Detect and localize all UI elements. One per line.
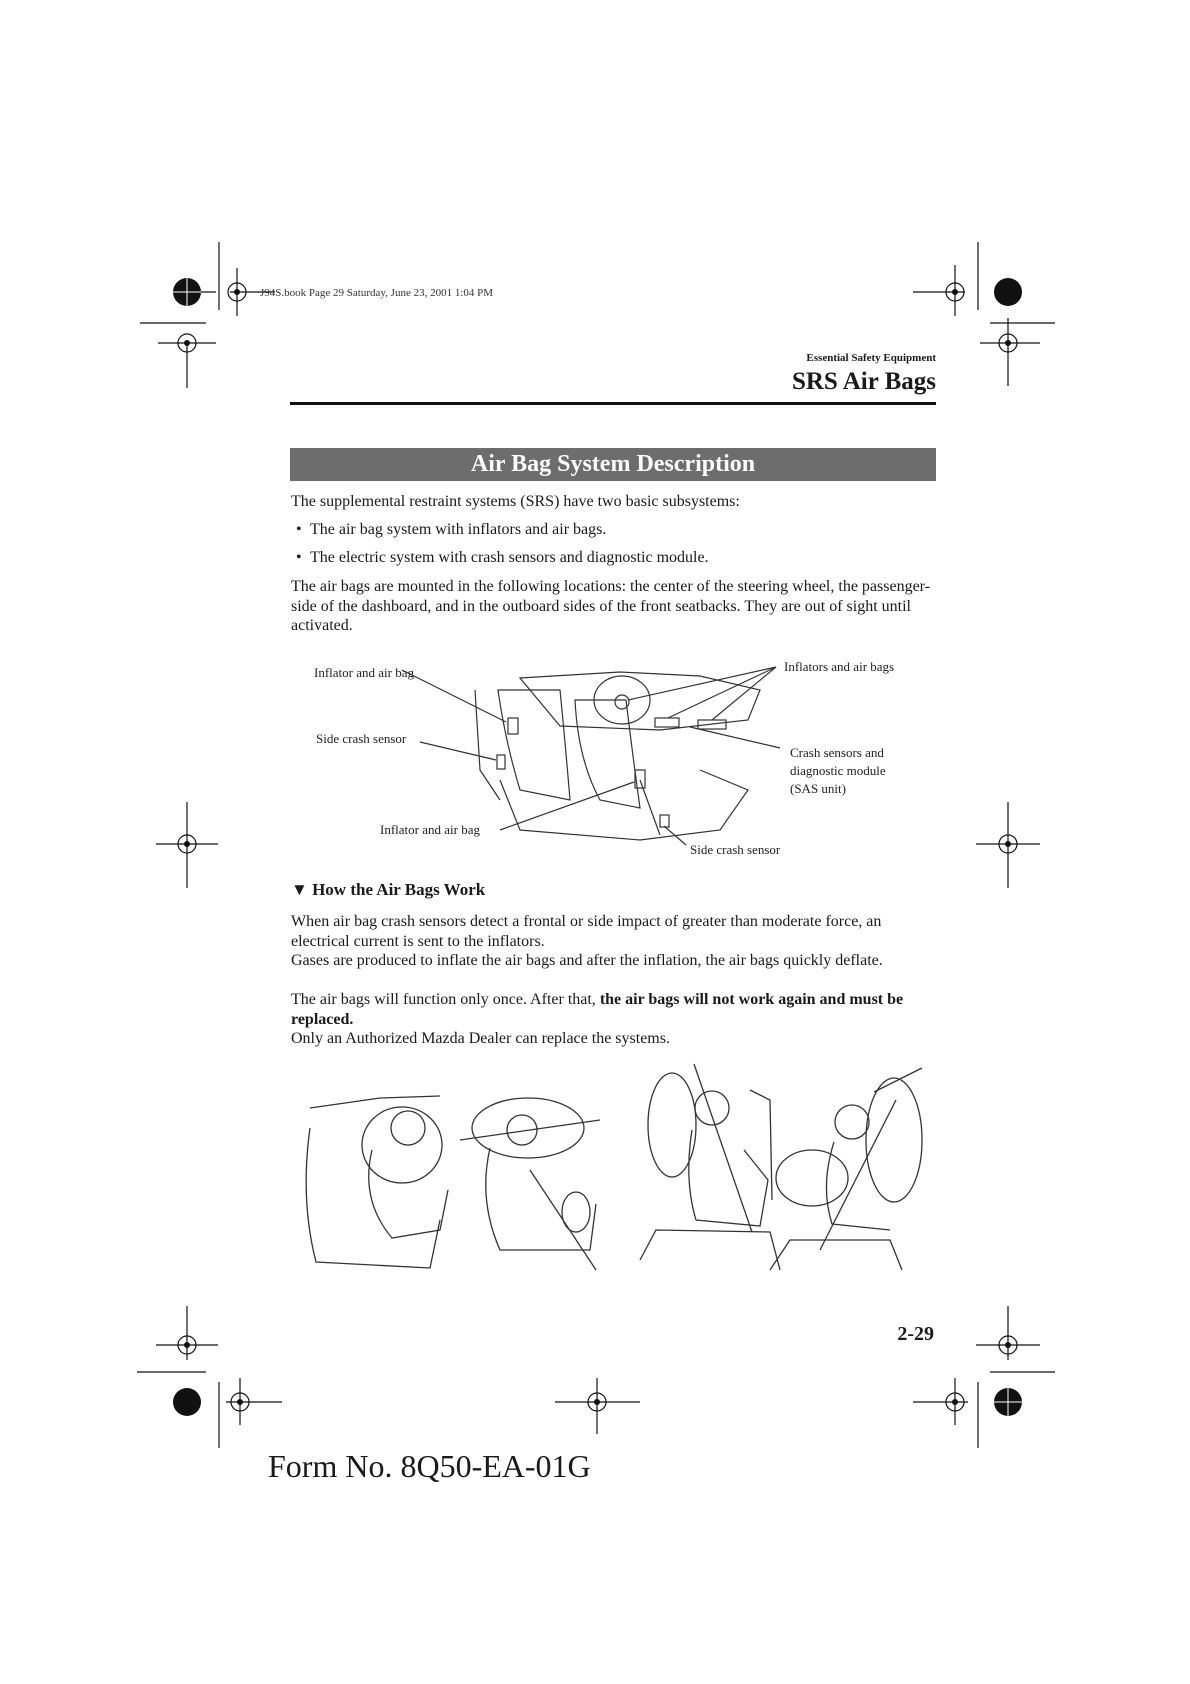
label-crash-sensors-2: diagnostic module	[790, 763, 886, 778]
label-inflator-left-bottom: Inflator and air bag	[380, 822, 480, 837]
section-label: Essential Safety Equipment	[806, 352, 936, 364]
list-item-text: The electric system with crash sensors and diagnostic module.	[310, 549, 709, 566]
page-number: 2-29	[897, 1323, 934, 1345]
page-title: SRS Air Bags	[791, 368, 936, 395]
label-crash-sensors-3: (SAS unit)	[790, 781, 846, 796]
intro-lead: The supplemental restraint systems (SRS) have two basic subsystems:	[291, 493, 740, 510]
triangle-down-icon: ▼	[291, 880, 308, 899]
label-crash-sensors-1: Crash sensors and	[790, 745, 884, 760]
form-number: Form No. 8Q50-EA-01G	[268, 1448, 591, 1484]
how-para-3-plain: The air bags will function only once. After that,	[291, 991, 600, 1008]
label-side-sensor-left: Side crash sensor	[316, 731, 407, 746]
how-para-2: Gases are produced to inflate the air bags and after the inflation, the air bags quickly deflate.	[291, 952, 883, 969]
list-item-text: The air bag system with inflators and air bags.	[310, 521, 607, 538]
intro-locations: The air bags are mounted in the following locations: the center of the steering wheel, the passenger-side of the dashboard, and in the outboard sides of the front seatbacks. They are out of sight until activated.	[291, 578, 931, 634]
label-inflator-left-top: Inflator and air bag	[314, 665, 414, 680]
how-para-1: When air bag crash sensors detect a frontal or side impact of greater than moderate force, an electrical current is sent to the inflators.	[291, 913, 882, 950]
section-banner: Air Bag System Description	[290, 448, 936, 481]
how-para-3-bold: the air bags will not work again and must be replaced.	[291, 991, 904, 1028]
print-file-stamp: J94S.book Page 29 Saturday, June 23, 2001 1:04 PM	[260, 287, 494, 299]
how-para-4: Only an Authorized Mazda Dealer can replace the systems.	[291, 1030, 670, 1047]
label-side-sensor-bottom: Side crash sensor	[690, 842, 781, 857]
subsection-heading-text: How the Air Bags Work	[312, 880, 486, 899]
bullet-icon: •	[296, 521, 302, 538]
label-inflators-right: Inflators and air bags	[784, 659, 895, 674]
bullet-icon: •	[296, 549, 302, 566]
